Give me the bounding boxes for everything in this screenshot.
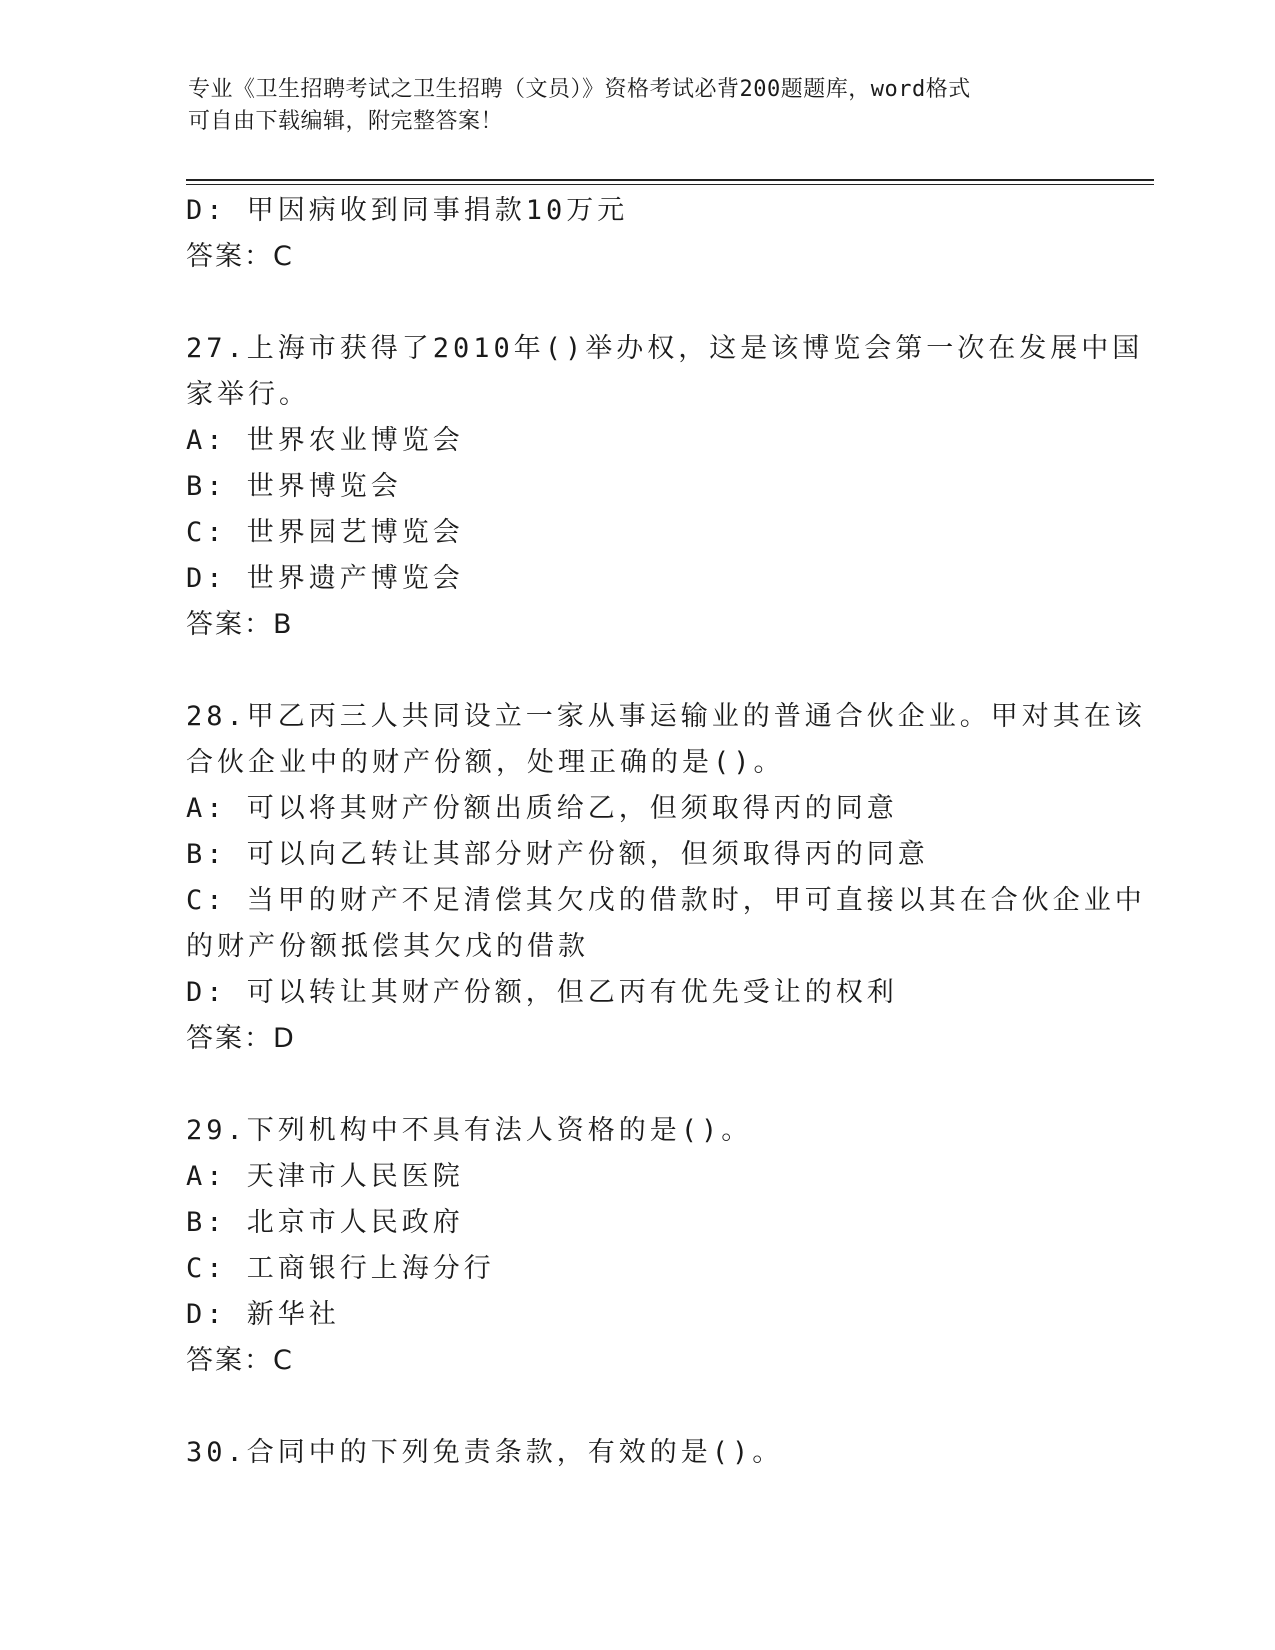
question-29 bbox=[186, 1108, 1086, 1384]
q29-stem: 29.下列机构中不具有法人资格的是()。 bbox=[186, 1115, 753, 1146]
q28-stem-line-2: 合伙企业中的财产份额，处理正确的是()。 bbox=[186, 747, 785, 778]
header-divider-thick bbox=[186, 179, 1154, 181]
q28-option-b: B: 可以向乙转让其部分财产份额，但须取得丙的同意 bbox=[186, 839, 929, 870]
q26-answer: 答案：C bbox=[186, 241, 294, 272]
question-content bbox=[186, 188, 1146, 1476]
q30-stem: 30.合同中的下列免责条款，有效的是()。 bbox=[186, 1437, 784, 1468]
document-header bbox=[188, 74, 1068, 138]
q26-option-d: D: 甲因病收到同事捐款10万元 bbox=[186, 195, 629, 226]
question-27 bbox=[186, 326, 1144, 648]
q28-option-c-line-2: 的财产份额抵偿其欠戊的借款 bbox=[186, 931, 589, 962]
question-30 bbox=[186, 1430, 1086, 1476]
q27-option-d: D: 世界遗产博览会 bbox=[186, 563, 464, 594]
q29-answer: 答案：C bbox=[186, 1345, 294, 1376]
q27-stem-line-2: 家举行。 bbox=[186, 379, 310, 410]
q27-option-a: A: 世界农业博览会 bbox=[186, 425, 464, 456]
q28-option-c-line-1: C: 当甲的财产不足清偿其欠戊的借款时，甲可直接以其在合伙企业中 bbox=[186, 885, 1146, 916]
q27-option-c: C: 世界园艺博览会 bbox=[186, 517, 464, 548]
q28-answer: 答案：D bbox=[186, 1023, 296, 1054]
q29-option-c: C: 工商银行上海分行 bbox=[186, 1253, 495, 1284]
q27-option-b: B: 世界博览会 bbox=[186, 471, 402, 502]
q28-stem-line-1: 28.甲乙丙三人共同设立一家从事运输业的普通合伙企业。甲对其在该 bbox=[186, 701, 1146, 732]
question-28 bbox=[186, 694, 1146, 1062]
q28-option-d: D: 可以转让其财产份额，但乙丙有优先受让的权利 bbox=[186, 977, 898, 1008]
question-26-tail bbox=[186, 188, 1086, 280]
header-line-2: 可自由下载编辑，附完整答案！ bbox=[188, 109, 504, 134]
spacer bbox=[186, 648, 1086, 694]
q28-option-a: A: 可以将其财产份额出质给乙，但须取得丙的同意 bbox=[186, 793, 898, 824]
q29-option-d: D: 新华社 bbox=[186, 1299, 340, 1330]
q29-option-b: B: 北京市人民政府 bbox=[186, 1207, 464, 1238]
q27-stem-line-1: 27.上海市获得了2010年()举办权，这是该博览会第一次在发展中国 bbox=[186, 333, 1144, 364]
header-divider-thin bbox=[186, 184, 1154, 185]
spacer bbox=[186, 1062, 1086, 1108]
header-line-1: 专业《卫生招聘考试之卫生招聘（文员）》资格考试必背200题题库，word格式 bbox=[188, 77, 971, 102]
spacer bbox=[186, 280, 1086, 326]
spacer bbox=[186, 1384, 1086, 1430]
q27-answer: 答案：B bbox=[186, 609, 294, 640]
q29-option-a: A: 天津市人民医院 bbox=[186, 1161, 464, 1192]
